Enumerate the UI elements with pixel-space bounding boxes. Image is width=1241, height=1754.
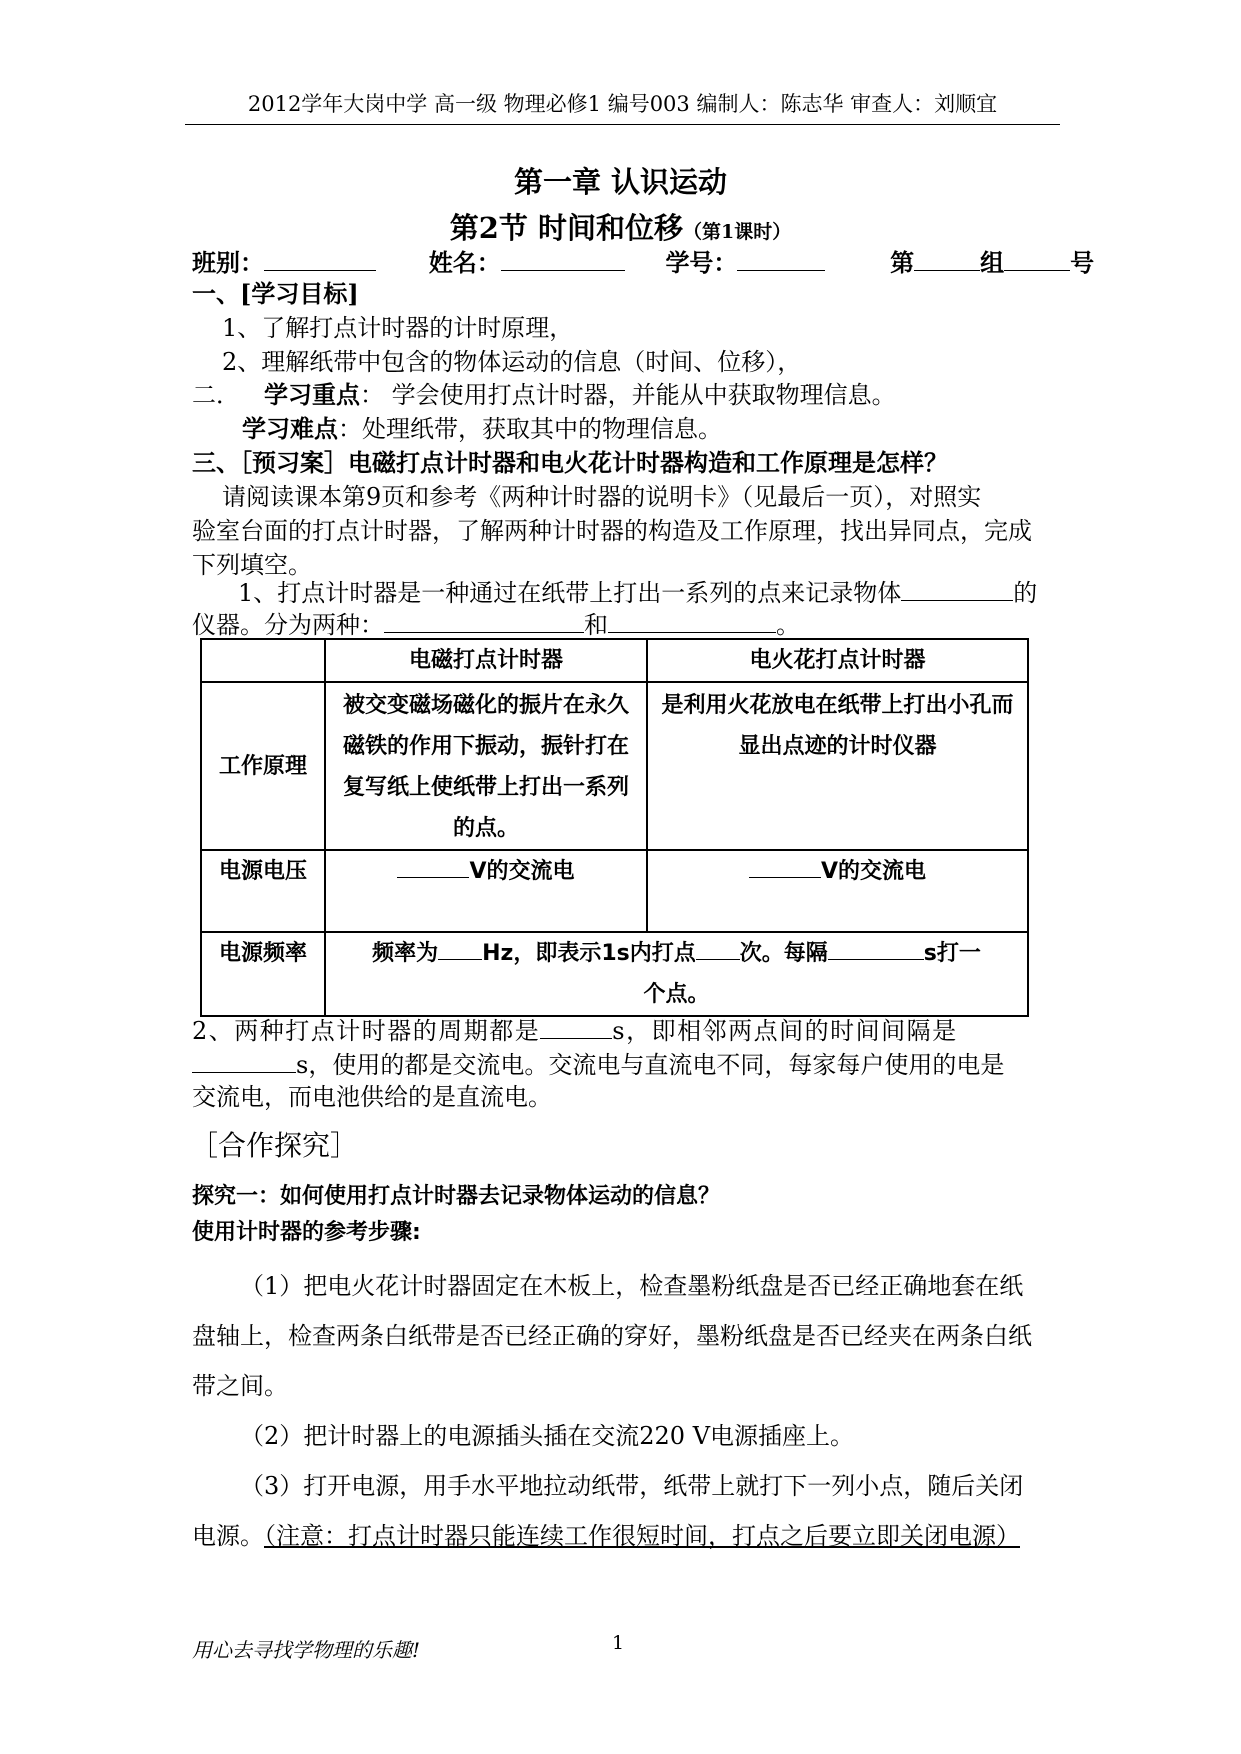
timer-comparison-table: [200, 638, 1029, 1017]
freq-blank-3[interactable]: [828, 935, 924, 960]
table-corner-cell: [201, 639, 325, 682]
explore-question: 探究一：如何使用打点计时器去记录物体运动的信息？: [192, 1184, 721, 1209]
table-cell: [325, 850, 647, 932]
table-cell: [325, 932, 1028, 1016]
preview-para-line: 验室台面的打点计时器，了解两种计时器的构造及工作原理，找出异同点，完成: [192, 517, 1032, 545]
question-2-line1: [192, 1014, 958, 1046]
class-label: 班别：: [192, 248, 264, 277]
group-mid: 组: [980, 248, 1005, 277]
goal-item: 1、了解打点计时器的计时原理，: [222, 314, 574, 342]
hard-text: ：处理纸带，获取其中的物理信息。: [338, 415, 722, 443]
preview-para-line: 下列填空。: [192, 551, 312, 579]
freq-blank-2[interactable]: [696, 935, 740, 960]
name-label: 姓名：: [428, 248, 501, 277]
step-2-line: （2）把计时器上的电源插头插在交流220 V电源插座上。: [240, 1422, 855, 1450]
step-3-text: 电源。: [192, 1522, 264, 1550]
table-row: [201, 932, 1028, 1016]
group-suffix: 号: [1070, 248, 1095, 277]
question-2-line3: 交流电，而电池供给的是直流电。: [192, 1083, 552, 1111]
freq-text-c: 次。每隔: [739, 941, 828, 966]
row-label: 工作原理: [201, 682, 325, 850]
step-3-note: （注意：打点计时器只能连续工作很短时间，打点之后要立即关闭电源）: [264, 1522, 1020, 1550]
key-label: 学习重点: [264, 380, 360, 409]
question-2-line2: [192, 1048, 1004, 1080]
group-blank[interactable]: [914, 246, 980, 271]
steps-title: 使用计时器的参考步骤:: [192, 1220, 421, 1245]
q1-text-a: 1、打点计时器是一种通过在纸带上打出一系列的点来记录物体: [238, 579, 902, 607]
q2-text-b: s，即相邻两点间的时间间隔是: [612, 1017, 958, 1045]
key-prefix: 二．: [192, 381, 240, 409]
preview-heading: 三、［预习案］电磁打点计时器和电火花计时器构造和工作原理是怎样？: [192, 448, 948, 477]
chapter-title: 第一章 认识运动: [513, 165, 728, 199]
key-point-line: [192, 380, 896, 410]
difficulty-line: [242, 414, 722, 444]
page-number: 1: [612, 1632, 625, 1654]
col-header: 电磁打点计时器: [325, 639, 647, 682]
section-title: [0, 206, 1241, 247]
q2-text-a: 2、两种打点计时器的周期都是: [192, 1017, 541, 1045]
freq-blank-1[interactable]: [438, 935, 482, 960]
voltage-text: V的交流电: [820, 859, 927, 884]
lesson-note: （第1课时）: [683, 221, 792, 243]
voltage-blank-1[interactable]: [397, 853, 469, 878]
footer-motto: 用心去寻找学物理的乐趣!: [192, 1638, 421, 1662]
preview-para-line: 请阅读课本第9页和参考《两种计时器的说明卡》（见最后一页），对照实: [222, 483, 982, 511]
page-header: 2012学年大岗中学 高一级 物理必修1 编号003 编制人：陈志华 审查人：刘顺宜: [185, 88, 1060, 125]
row-label: 电源频率: [201, 932, 325, 1016]
col-header: 电火花打点计时器: [647, 639, 1028, 682]
freq-text-a: 频率为: [372, 941, 439, 966]
section-title-main: 第2节 时间和位移: [449, 211, 684, 245]
row-label: 电源电压: [201, 850, 325, 932]
class-blank[interactable]: [264, 246, 376, 271]
q1-text-b: 的: [1013, 579, 1038, 607]
key-text: ： 学会使用打点计时器，并能从中获取物理信息。: [360, 381, 896, 409]
question-1-line1: [238, 576, 1037, 608]
goal-item: 2、理解纸带中包含的物体运动的信息（时间、位移），: [222, 348, 802, 376]
id-label: 学号：: [665, 248, 738, 277]
q2-text-c: s，使用的都是交流电。交流电与直流电不同，每家每户使用的电是: [296, 1051, 1005, 1079]
step-3-line: （3）打开电源，用手水平地拉动纸带，纸带上就打下一列小点，随后关闭: [240, 1472, 1024, 1500]
freq-text-e: 个点。: [643, 982, 710, 1007]
table-row: [201, 639, 1028, 682]
id-blank[interactable]: [737, 246, 825, 271]
group-prefix: 第: [890, 248, 915, 277]
explore-heading: ［合作探究］: [190, 1129, 359, 1162]
freq-text-b: Hz，即表示1s内打点: [482, 941, 696, 966]
q1-blank-3[interactable]: [608, 608, 776, 633]
student-info-line: [192, 246, 1094, 278]
voltage-text: V的交流电: [469, 859, 575, 884]
step-1-line: 盘轴上，检查两条白纸带是否已经正确的穿好，墨粉纸盘是否已经夹在两条白纸: [192, 1322, 1032, 1350]
q1-blank-1[interactable]: [901, 576, 1013, 601]
table-cell: 是利用火花放电在纸带上打出小孔而显出点迹的计时仪器: [647, 682, 1028, 850]
q1-text-e: 。: [776, 611, 800, 639]
goals-heading: 一、[学习目标]: [192, 279, 359, 308]
step-3-line2: [192, 1521, 1020, 1551]
step-1-line: （1）把电火花计时器固定在木板上，检查墨粉纸盘是否已经正确地套在纸: [240, 1272, 1024, 1300]
step-1-line: 带之间。: [192, 1372, 288, 1400]
hard-label: 学习难点: [242, 414, 338, 443]
voltage-blank-2[interactable]: [749, 853, 821, 878]
q1-text-c: 仪器。分为两种：: [192, 611, 384, 639]
freq-text-d: s打一: [923, 941, 981, 966]
question-1-line2: [192, 608, 800, 640]
table-row: [201, 682, 1028, 850]
q1-blank-2[interactable]: [384, 608, 584, 633]
table-cell: [647, 850, 1028, 932]
q2-blank-1[interactable]: [540, 1014, 612, 1039]
q2-blank-2[interactable]: [192, 1048, 296, 1073]
name-blank[interactable]: [501, 246, 625, 271]
table-row: [201, 850, 1028, 932]
number-blank[interactable]: [1004, 246, 1070, 271]
q1-text-d: 和: [584, 611, 608, 639]
table-cell: 被交变磁场磁化的振片在永久磁铁的作用下振动，振针打在复写纸上使纸带上打出一系列的点。: [325, 682, 647, 850]
